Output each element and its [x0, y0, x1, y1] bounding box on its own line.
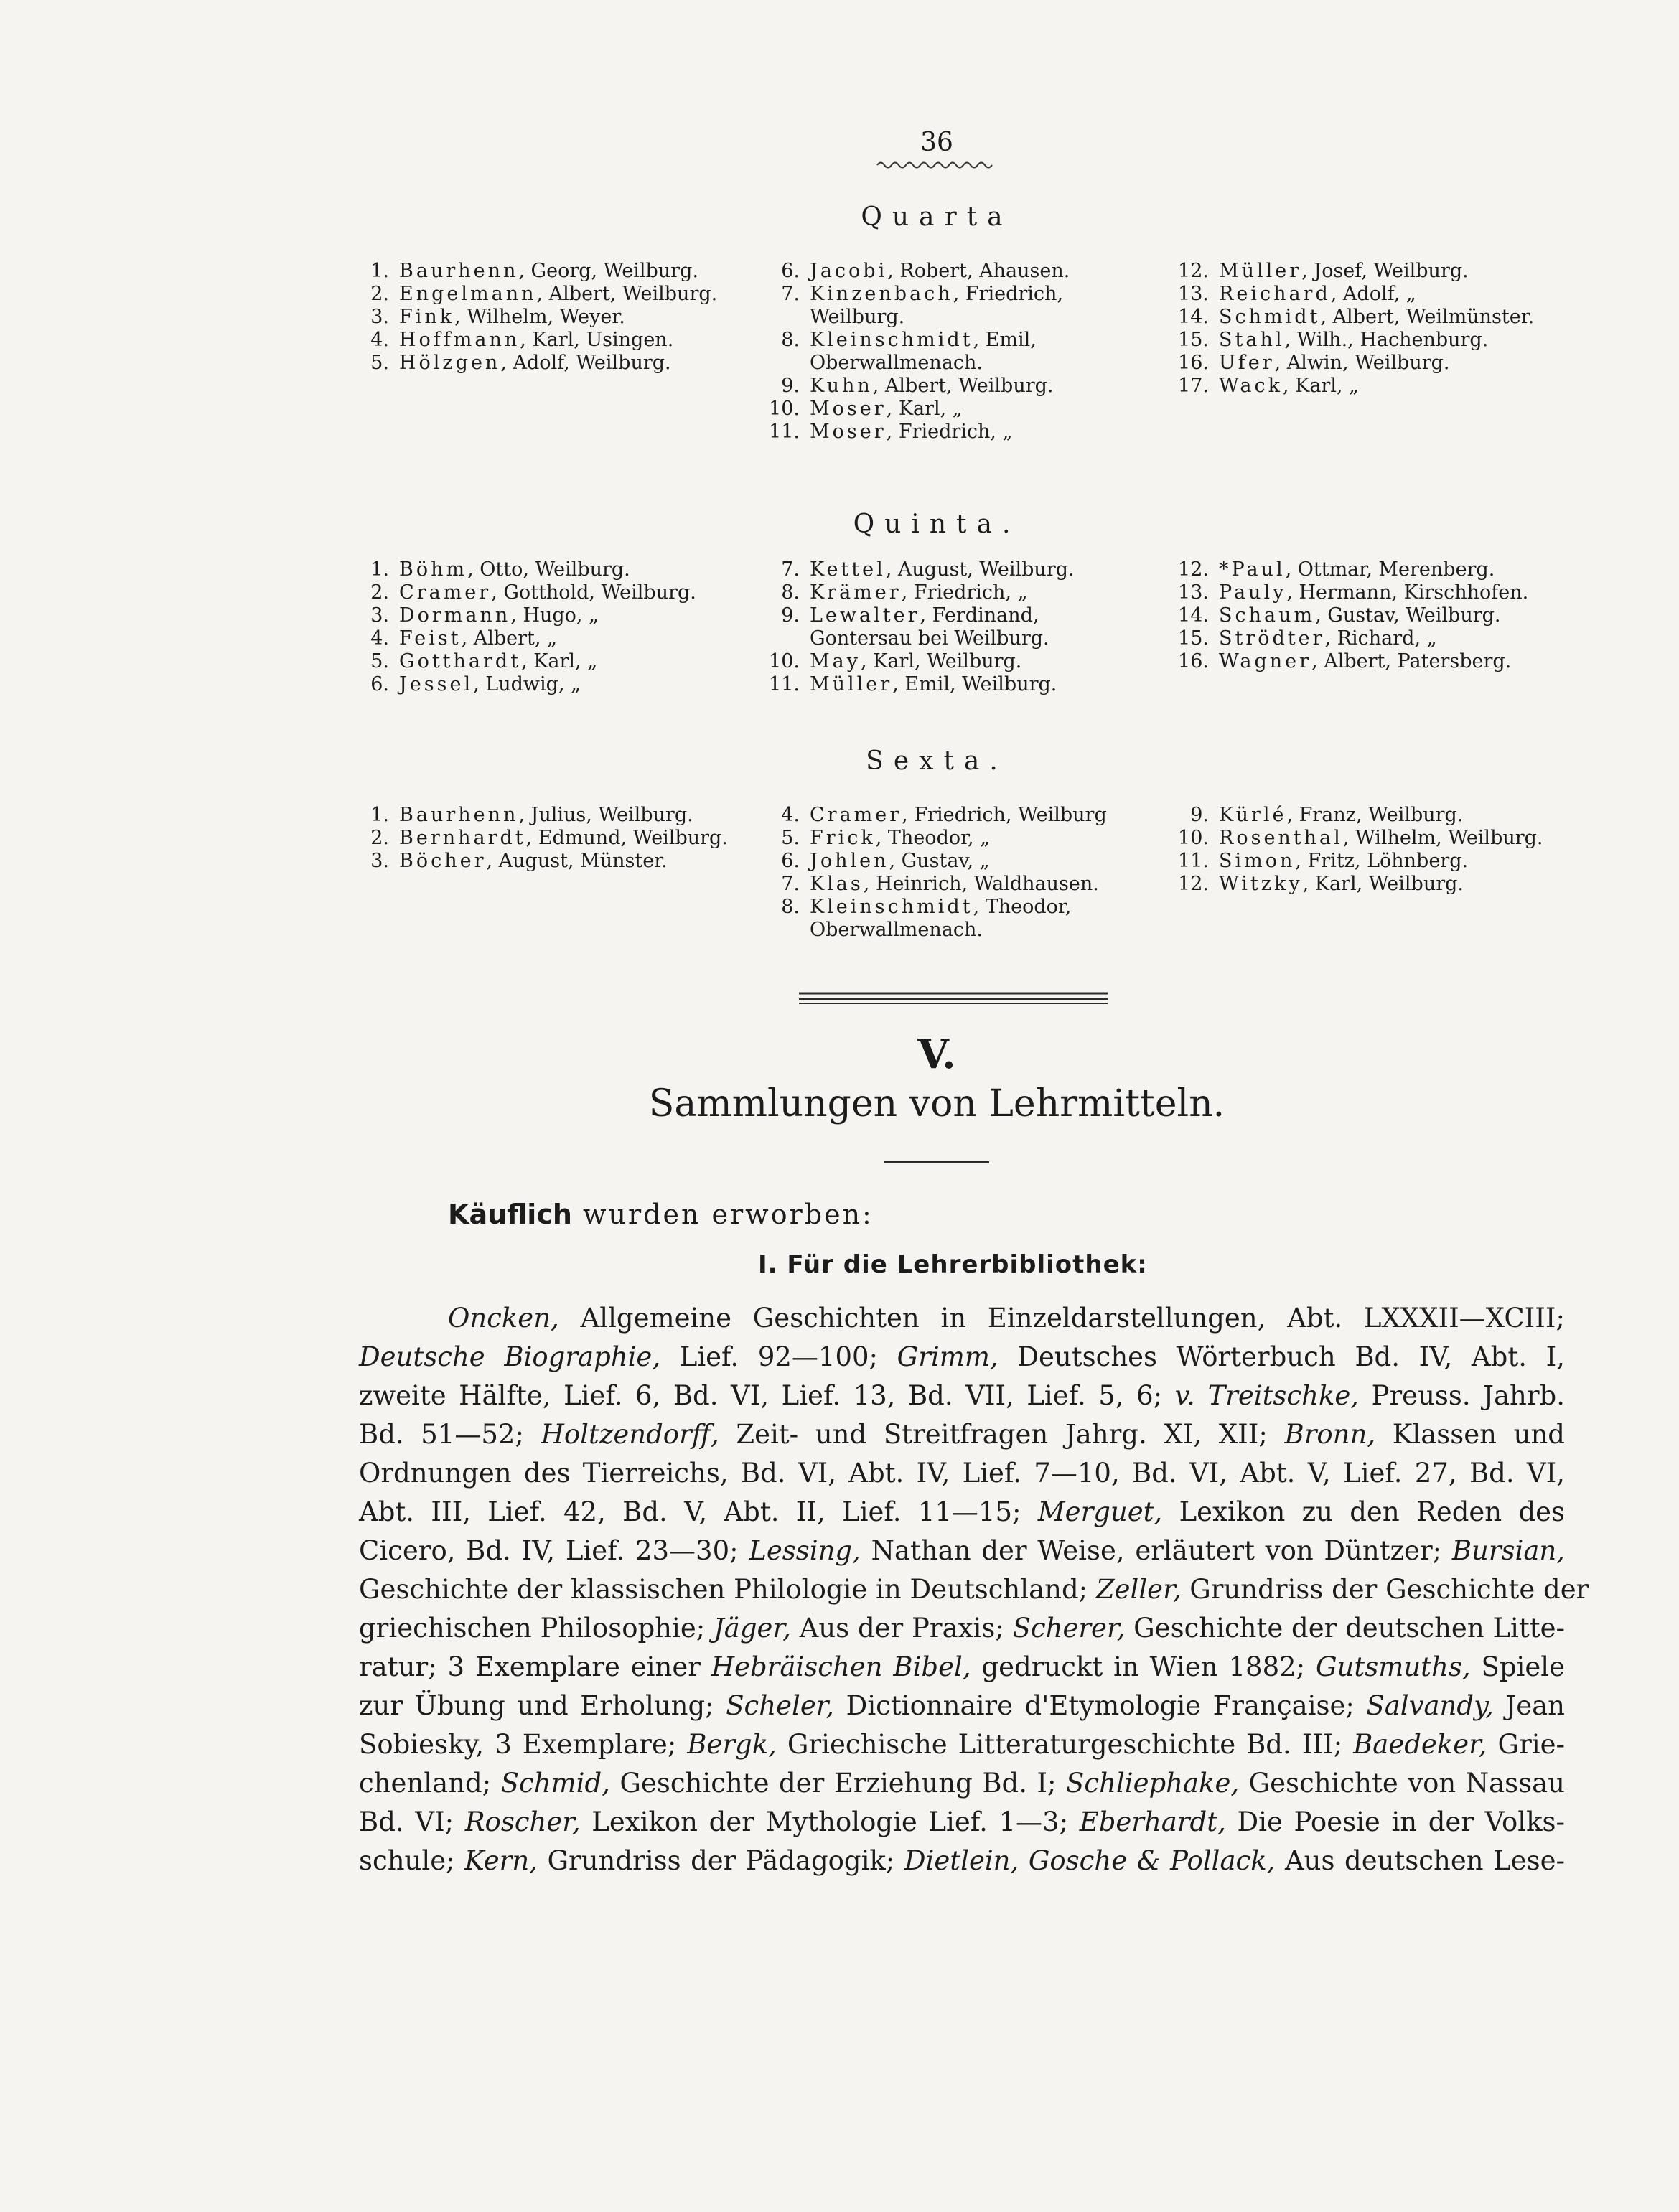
- text-run: Lief. 92—100;: [660, 1341, 897, 1372]
- student-entry: [768, 283, 1141, 329]
- text-run: Geschichte der klassischen Philologie in Deutschland;: [359, 1574, 1096, 1605]
- student-surname: Moser: [810, 398, 887, 420]
- student-details: , Wilh., Hachenburg.: [1284, 329, 1489, 351]
- paragraph-line: [359, 1687, 1565, 1725]
- student-details: , August, Münster.: [486, 850, 668, 872]
- student-entry: [357, 604, 731, 627]
- student-surname: May: [810, 650, 861, 672]
- entry-number: 16.: [1178, 650, 1209, 672]
- student-surname: Kuhn: [810, 375, 873, 397]
- student-surname: Stahl: [1219, 329, 1285, 351]
- student-details: , Alwin, Weilburg.: [1274, 352, 1450, 374]
- entry-number: 17.: [1178, 375, 1209, 397]
- text-run: Griechische Litteraturgeschichte Bd. III;: [776, 1729, 1354, 1760]
- paragraph-line: [359, 1764, 1565, 1803]
- student-entry: [357, 650, 731, 673]
- entry-number: 11.: [769, 673, 800, 695]
- student-surname: Baurhenn: [399, 804, 519, 826]
- student-entry: [768, 650, 1141, 673]
- student-details: , Karl, „: [886, 398, 963, 420]
- author-name: Scherer,: [1012, 1613, 1126, 1644]
- student-details: , Ottmar, Merenberg.: [1285, 558, 1495, 581]
- text-run: Lexikon zu den Reden des: [1162, 1496, 1566, 1527]
- sexta-column-3: [1177, 804, 1565, 896]
- paragraph-line: [359, 1532, 1565, 1570]
- text-run: Bd. VI;: [359, 1806, 465, 1837]
- entry-number: 8.: [781, 329, 800, 351]
- student-entry: [357, 352, 731, 375]
- student-surname: Frick: [810, 827, 876, 849]
- student-surname: Baurhenn: [399, 260, 519, 282]
- entry-number: 14.: [1178, 604, 1209, 627]
- text-run: Die Poesie in der Volks-: [1225, 1806, 1565, 1837]
- paragraph-line: [359, 1570, 1589, 1609]
- student-details: , Albert, Patersberg.: [1311, 650, 1512, 672]
- text-run: Sobiesky, 3 Exemplare;: [359, 1729, 688, 1760]
- text-run: Geschichte von Nassau: [1239, 1768, 1566, 1799]
- paragraph-line: [359, 1415, 1565, 1454]
- student-surname: Kleinschmidt: [810, 329, 973, 351]
- text-run: Preuss. Jahrb.: [1359, 1380, 1566, 1411]
- student-surname: Feist: [399, 627, 462, 650]
- student-surname: Johlen: [810, 850, 889, 872]
- entry-number: 5.: [370, 352, 389, 374]
- entry-number: 7.: [781, 558, 800, 581]
- text-run: gedruckt in Wien 1882;: [971, 1651, 1316, 1682]
- quinta-heading: Quinta.: [853, 510, 1021, 539]
- entry-number: 4.: [370, 627, 389, 650]
- text-run: Grundriss der Geschichte der: [1181, 1574, 1589, 1605]
- student-entry: [357, 581, 731, 604]
- student-surname: Reichard: [1219, 283, 1331, 305]
- entry-number: 11.: [1178, 850, 1209, 872]
- student-entry: [768, 896, 1141, 942]
- student-surname: Jacobi: [810, 260, 888, 282]
- student-entry: [357, 260, 731, 283]
- student-entry: [768, 329, 1141, 375]
- author-name: Zeller,: [1095, 1574, 1182, 1605]
- sexta-column-1: [357, 804, 731, 873]
- student-entry: [1177, 850, 1565, 873]
- student-surname: Strödter: [1219, 627, 1325, 650]
- author-name: Jäger,: [713, 1613, 791, 1644]
- student-entry: [1177, 581, 1565, 604]
- quinta-column-1: [357, 558, 731, 696]
- author-name: Baedeker,: [1353, 1729, 1487, 1760]
- author-name: Oncken,: [448, 1303, 559, 1334]
- student-surname: Schmidt: [1219, 306, 1321, 328]
- student-surname: Bernhardt: [399, 827, 526, 849]
- student-entry: [357, 673, 731, 696]
- student-surname: Engelmann: [399, 283, 537, 305]
- student-details: , Friedrich, Weilburg.: [810, 283, 1064, 328]
- author-name: Hebräischen Bibel,: [711, 1651, 971, 1682]
- section-number: V.: [917, 1031, 956, 1078]
- text-run: Klassen und: [1375, 1419, 1565, 1450]
- student-surname: Rosenthal: [1219, 827, 1343, 849]
- text-run: Spiele: [1470, 1651, 1565, 1682]
- student-entry: [357, 850, 731, 873]
- student-entry: [1177, 604, 1565, 627]
- student-entry: [357, 627, 731, 650]
- student-details: , Emil, Oberwallmenach.: [810, 329, 1037, 374]
- author-name: Merguet,: [1037, 1496, 1163, 1527]
- text-run: Lexikon der Mythologie Lief. 1—3;: [580, 1806, 1080, 1837]
- student-entry: [1177, 804, 1565, 827]
- entry-number: 10.: [1178, 827, 1209, 849]
- student-details: , Karl, Usingen.: [520, 329, 674, 351]
- student-details: , Theodor, Oberwallmenach.: [810, 896, 1072, 941]
- student-details: , Josef, Weilburg.: [1301, 260, 1469, 282]
- student-surname: Ufer: [1219, 352, 1275, 374]
- author-name: Schliephake,: [1066, 1768, 1240, 1799]
- student-details: , Wilhelm, Weyer.: [454, 306, 625, 328]
- student-surname: Pauly: [1219, 581, 1287, 604]
- student-surname: Müller: [810, 673, 893, 695]
- student-surname: Cramer: [810, 804, 902, 826]
- paragraph-line: [359, 1493, 1565, 1532]
- student-entry: [1177, 260, 1565, 283]
- acquired-rest: wurden erworben:: [571, 1199, 874, 1230]
- entry-number: 6.: [781, 260, 800, 282]
- author-name: Kern,: [464, 1845, 538, 1876]
- double-rule-divider: [799, 990, 1108, 1005]
- text-run: Grundriss der Pädagogik;: [537, 1845, 904, 1876]
- student-details: , Theodor, „: [875, 827, 991, 849]
- entry-number: 10.: [769, 398, 800, 420]
- entry-number: 7.: [781, 283, 800, 305]
- entry-number: 11.: [769, 421, 800, 443]
- paragraph-line: [359, 1648, 1565, 1687]
- entry-number: 9.: [781, 375, 800, 397]
- student-entry: [768, 604, 1141, 650]
- entry-number: 6.: [370, 673, 389, 695]
- student-entry: [768, 421, 1141, 444]
- text-run: zur Übung und Erholung;: [359, 1690, 726, 1721]
- student-surname: Wagner: [1219, 650, 1312, 672]
- student-details: , Gotthold, Weilburg.: [491, 581, 696, 604]
- entry-number: 4.: [781, 804, 800, 826]
- student-entry: [1177, 558, 1565, 581]
- paragraph-line: [359, 1842, 1565, 1880]
- text-run: Zeit- und Streitfragen Jahrg. XI, XII;: [719, 1419, 1285, 1450]
- quarta-column-1: [357, 260, 731, 375]
- student-surname: Jessel: [399, 673, 474, 695]
- student-details: , Gustav, Weilburg.: [1315, 604, 1501, 627]
- student-surname: Kettel: [810, 558, 886, 581]
- student-surname: Müller: [1219, 260, 1302, 282]
- text-run: Cicero, Bd. IV, Lief. 23—30;: [359, 1535, 749, 1566]
- student-entry: [768, 558, 1141, 581]
- student-entry: [357, 306, 731, 329]
- author-name: Deutsche Biographie,: [359, 1341, 661, 1372]
- student-details: , Emil, Weilburg.: [892, 673, 1057, 695]
- student-surname: Klas: [810, 873, 864, 895]
- text-run: schule;: [359, 1845, 465, 1876]
- text-run: Deutsches Wörterbuch Bd. IV, Abt. I,: [998, 1341, 1565, 1372]
- student-surname: Wack: [1219, 375, 1283, 397]
- text-run: Aus deutschen Lese-: [1275, 1845, 1565, 1876]
- student-surname: Böhm: [399, 558, 468, 581]
- wavy-rule-ornament: [876, 159, 998, 171]
- paragraph-line: [359, 1725, 1565, 1764]
- student-surname: Kleinschmidt: [810, 896, 973, 918]
- acquired-bold: Käuflich: [448, 1199, 572, 1230]
- entry-number: 15.: [1178, 329, 1209, 351]
- quarta-column-3: [1177, 260, 1565, 398]
- entry-number: 9.: [781, 604, 800, 627]
- text-run: ratur; 3 Exemplare einer: [359, 1651, 711, 1682]
- quarta-heading: Quarta: [861, 202, 1013, 232]
- student-surname: Cramer: [399, 581, 492, 604]
- student-surname: Hoffmann: [399, 329, 520, 351]
- student-entry: [768, 673, 1141, 696]
- student-surname: Fink: [399, 306, 455, 328]
- entry-number: 1.: [370, 558, 389, 581]
- student-surname: Kürlé: [1219, 804, 1287, 826]
- acquired-line: [448, 1199, 874, 1230]
- student-details: , Adolf, „: [1330, 283, 1416, 305]
- entry-number: 1.: [370, 804, 389, 826]
- paragraph-line: [359, 1377, 1565, 1415]
- student-details: , Friedrich, „: [901, 581, 1028, 604]
- author-name: Holtzendorff,: [541, 1419, 719, 1450]
- student-entry: [768, 873, 1141, 896]
- paragraph-line: [359, 1454, 1565, 1493]
- entry-number: 5.: [370, 650, 389, 672]
- student-details: , Edmund, Weilburg.: [525, 827, 728, 849]
- student-entry: [1177, 283, 1565, 306]
- entry-number: 13.: [1178, 581, 1209, 604]
- student-details: , Karl, Weilburg.: [861, 650, 1022, 672]
- student-surname: *Paul: [1219, 558, 1286, 581]
- author-name: Schmid,: [500, 1768, 610, 1799]
- student-entry: [768, 827, 1141, 850]
- short-rule-divider: [884, 1161, 989, 1163]
- entry-number: 12.: [1178, 558, 1209, 581]
- student-entry: [1177, 873, 1565, 896]
- student-surname: Moser: [810, 421, 887, 443]
- student-entry: [1177, 306, 1565, 329]
- student-details: , Hugo, „: [510, 604, 599, 627]
- author-name: Scheler,: [726, 1690, 835, 1721]
- student-entry: [768, 850, 1141, 873]
- paragraph-line: [359, 1338, 1565, 1377]
- entry-number: 3.: [370, 306, 389, 328]
- student-entry: [357, 558, 731, 581]
- student-entry: [357, 283, 731, 306]
- student-surname: Witzky: [1219, 873, 1303, 895]
- text-run: Grie-: [1487, 1729, 1565, 1760]
- student-details: , August, Weilburg.: [885, 558, 1075, 581]
- entry-number: 5.: [781, 827, 800, 849]
- student-surname: Kinzenbach: [810, 283, 953, 305]
- student-entry: [357, 329, 731, 352]
- student-details: , Ferdinand, Gontersau bei Weilburg.: [810, 604, 1049, 650]
- entry-number: 2.: [370, 827, 389, 849]
- author-name: Gutsmuths,: [1316, 1651, 1471, 1682]
- library-acquisitions-paragraph: [359, 1299, 1589, 1880]
- entry-number: 3.: [370, 604, 389, 627]
- author-name: Bergk,: [687, 1729, 777, 1760]
- student-entry: [768, 581, 1141, 604]
- student-entry: [357, 827, 731, 850]
- text-run: griechischen Philosophie;: [359, 1613, 714, 1644]
- author-name: v. Treitschke,: [1174, 1380, 1360, 1411]
- text-run: Allgemeine Geschichten in Einzeldarstellungen, Abt. LXXXII—XCIII;: [558, 1303, 1565, 1334]
- entry-number: 7.: [781, 873, 800, 895]
- text-run: Dictionnaire d'Etymologie Française;: [834, 1690, 1367, 1721]
- author-name: Bursian,: [1451, 1535, 1565, 1566]
- sexta-heading: Sexta.: [866, 746, 1008, 776]
- student-details: , Karl, „: [521, 650, 598, 672]
- author-name: Lessing,: [749, 1535, 861, 1566]
- student-surname: Hölzgen: [399, 352, 501, 374]
- student-entry: [768, 260, 1141, 283]
- section-title: Sammlungen von Lehrmitteln.: [648, 1082, 1225, 1125]
- entry-number: 8.: [781, 581, 800, 604]
- student-details: , Karl, Weilburg.: [1302, 873, 1464, 895]
- author-name: Salvandy,: [1366, 1690, 1494, 1721]
- student-surname: Krämer: [810, 581, 902, 604]
- student-details: , Fritz, Löhnberg.: [1295, 850, 1469, 872]
- student-details: , Robert, Ahausen.: [887, 260, 1070, 282]
- student-entry: [1177, 329, 1565, 352]
- student-surname: Böcher: [399, 850, 487, 872]
- student-details: , Adolf, Weilburg.: [500, 352, 671, 374]
- entry-number: 6.: [781, 850, 800, 872]
- paragraph-line: [359, 1609, 1565, 1648]
- student-details: , Richard, „: [1324, 627, 1437, 650]
- student-entry: [768, 398, 1141, 421]
- student-surname: Schaum: [1219, 604, 1316, 627]
- author-name: Bronn,: [1284, 1419, 1376, 1450]
- text-run: Ordnungen des Tierreichs, Bd. VI, Abt. IV, Lief. 7—10, Bd. VI, Abt. V, Lief. 27, Bd. VI,: [359, 1458, 1565, 1489]
- text-run: zweite Hälfte, Lief. 6, Bd. VI, Lief. 13, Bd. VII, Lief. 5, 6;: [359, 1380, 1175, 1411]
- student-details: , Albert, Weilburg.: [872, 375, 1054, 397]
- student-entry: [1177, 375, 1565, 398]
- quinta-column-3: [1177, 558, 1565, 673]
- author-name: Grimm,: [897, 1341, 998, 1372]
- entry-number: 15.: [1178, 627, 1209, 650]
- entry-number: 14.: [1178, 306, 1209, 328]
- text-run: Abt. III, Lief. 42, Bd. V, Abt. II, Lief. 11—15;: [359, 1496, 1038, 1527]
- student-details: , Otto, Weilburg.: [467, 558, 630, 581]
- student-entry: [1177, 827, 1565, 850]
- student-entry: [768, 375, 1141, 398]
- entry-number: 3.: [370, 850, 389, 872]
- student-details: , Hermann, Kirschhofen.: [1286, 581, 1529, 604]
- student-entry: [1177, 352, 1565, 375]
- student-surname: Simon: [1219, 850, 1296, 872]
- entry-number: 2.: [370, 581, 389, 604]
- entry-number: 13.: [1178, 283, 1209, 305]
- student-details: , Georg, Weilburg.: [518, 260, 698, 282]
- entry-number: 16.: [1178, 352, 1209, 374]
- student-entry: [1177, 627, 1565, 650]
- text-run: Geschichte der Erziehung Bd. I;: [609, 1768, 1066, 1799]
- text-run: chenland;: [359, 1768, 501, 1799]
- student-entry: [1177, 650, 1565, 673]
- paragraph-line: [359, 1803, 1565, 1842]
- text-run: Nathan der Weise, erläutert von Düntzer;: [860, 1535, 1452, 1566]
- student-surname: Gotthardt: [399, 650, 522, 672]
- student-details: , Gustav, „: [889, 850, 990, 872]
- text-run: Bd. 51—52;: [359, 1419, 541, 1450]
- student-details: , Franz, Weilburg.: [1286, 804, 1464, 826]
- student-details: , Albert, „: [461, 627, 558, 650]
- entry-number: 4.: [370, 329, 389, 351]
- student-surname: Dormann: [399, 604, 511, 627]
- student-entry: [357, 804, 731, 827]
- author-name: Roscher,: [464, 1806, 581, 1837]
- student-details: , Heinrich, Waldhausen.: [863, 873, 1099, 895]
- page-number: 36: [920, 128, 953, 157]
- student-details: , Wilhelm, Weilburg.: [1342, 827, 1543, 849]
- entry-number: 9.: [1190, 804, 1209, 826]
- text-run: Jean: [1493, 1690, 1565, 1721]
- entry-number: 2.: [370, 283, 389, 305]
- student-details: , Albert, Weilburg.: [536, 283, 718, 305]
- library-subheading: I. Für die Lehrerbibliothek:: [758, 1250, 1148, 1279]
- entry-number: 1.: [370, 260, 389, 282]
- entry-number: 10.: [769, 650, 800, 672]
- student-entry: [768, 804, 1141, 827]
- student-details: , Friedrich, Weilburg: [902, 804, 1107, 826]
- student-details: , Ludwig, „: [473, 673, 581, 695]
- quarta-column-2: [768, 260, 1141, 444]
- student-details: , Friedrich, „: [886, 421, 1013, 443]
- author-name: Eberhardt,: [1079, 1806, 1226, 1837]
- student-details: , Albert, Weilmünster.: [1320, 306, 1535, 328]
- text-run: Aus der Praxis;: [790, 1613, 1013, 1644]
- entry-number: 12.: [1178, 873, 1209, 895]
- entry-number: 8.: [781, 896, 800, 918]
- quinta-column-2: [768, 558, 1141, 696]
- student-details: , Julius, Weilburg.: [518, 804, 693, 826]
- student-details: , Karl, „: [1282, 375, 1360, 397]
- paragraph-line: [359, 1299, 1565, 1338]
- sexta-column-2: [768, 804, 1141, 942]
- author-name: Dietlein, Gosche & Pollack,: [904, 1845, 1276, 1876]
- entry-number: 12.: [1178, 260, 1209, 282]
- student-surname: Lewalter: [810, 604, 920, 627]
- text-run: Geschichte der deutschen Litte-: [1125, 1613, 1565, 1644]
